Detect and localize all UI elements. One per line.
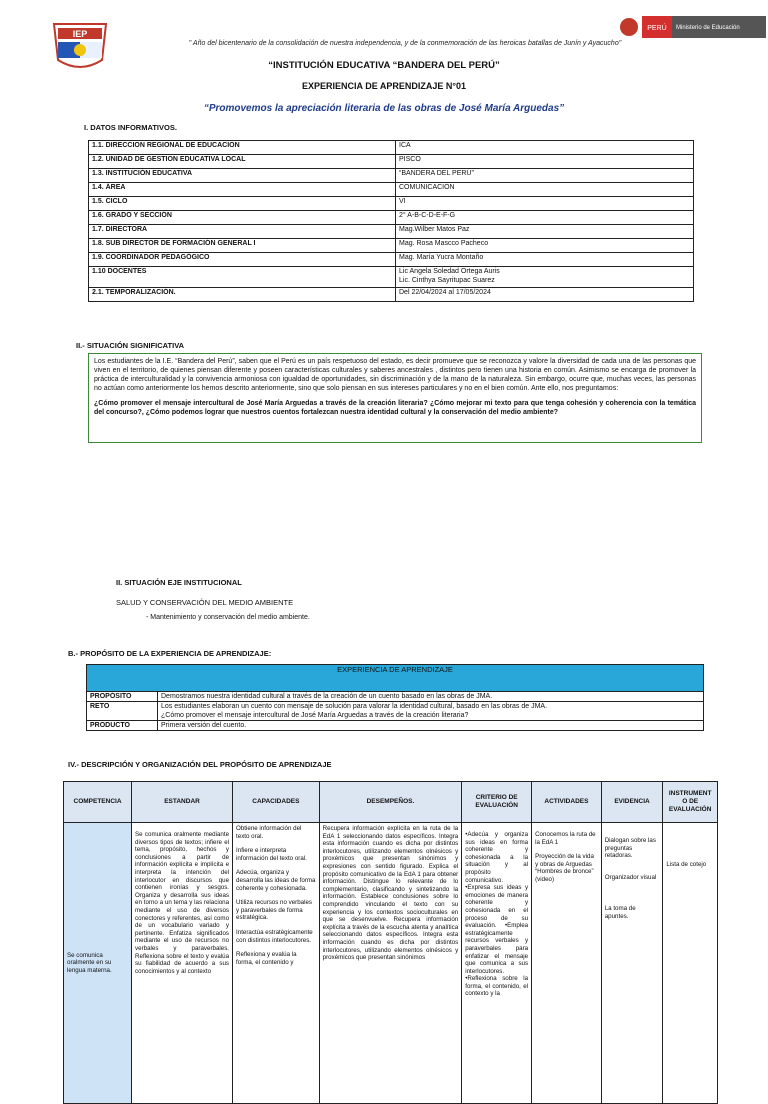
datos-value: Mag.Wilber Matos Paz [396,225,694,239]
datos-row [89,141,694,155]
desempenos-cell: Recupera información explícita en la ruta de la EdA 1 seleccionando datos específicos. Integra esta información cuando es dicha por distintos interlocutores, utilizando elementos olnésicos y proxémicos que presentan sinónimos y expresiones con sentido figurado. Explica el propósito comunicativo de la EdA 1 para obtener información. Distingue lo relevante de lo complementario, clasificando y sintetizando la información. Establece conclusiones sobre lo comprendido vinculando el texto con su experiencia y los contextos socioculturales en que se desenvuelve. Recupera información explícita a través de la escucha atenta y analítica seleccionando datos específicos. Integra esta información cuando es dicha por distintos interlocutores, utilizando elementos olnésicos y proxémicos que presentan sinónimos [319,823,462,1104]
estandar-cell: Se comunica oralmente mediante diversos tipos de textos; infiere el tema, propósito, hechos y conclusiones a partir de información explícita e implícita e interpreta la intención del interlocutor en discursos que contienen ironías y sesgos. Organiza y desarrolla sus ideas en torno a un tema y las relaciona mediante el uso de diversos conectores y referentes, así como de un vocabulario variado y pertinente. Enfatiza significados mediante el uso de recursos no verbales y paraverbales. Reflexiona sobre el texto y evalúa su fiabilidad de acuerdo a sus conocimientos y al contexto [132,823,233,1104]
datos-key: 1.4. ÁREA [89,183,396,197]
datos-row [89,183,694,197]
datos-value: Del 22/04/2024 al 17/05/2024 [396,288,694,302]
year-motto: " Año del bicentenario de la consolidación de nuestra independencia, y de la conmemoración de las heroicas batallas de Junín y Ayacucho" [188,40,622,47]
situacion-question: ¿Cómo promover el mensaje intercultural de José María Arguedas a través de la creación literaria? ¿Cómo mejorar mi texto para que tenga cohesión y coherencia con la temática del concurso?, ¿Cómo podemos lograr que nuestros cuentos fortalezcan nuestra identidad cultural y la conservación del medio ambiente? [94,400,696,416]
capacidad-item: Obtiene información del texto oral. [236,825,302,840]
datos-value: VI [396,197,694,211]
datos-value-line: Lic. Cinthya Sayritupac Suarez [399,277,495,284]
datos-key: 1.5. CICLO [89,197,396,211]
evidencia-cell [601,823,663,1104]
experience-title: EXPERIENCIA DE APRENDIZAJE N°01 [302,81,466,91]
reto-key: RETO [87,702,158,721]
datos-value: PISCO [396,155,694,169]
datos-value: 2° A-B-C-D-E-F-G [396,211,694,225]
reto-line1: Los estudiantes elaboran un cuento con mensaje de solución para valorar la identidad cultural, basado en las obras de JMA. [161,703,548,710]
datos-key: 1.3. INSTITUCIÓN EDUCATIVA [89,169,396,183]
datos-key: 1.8. SUB DIRECTOR DE FORMACIÓN GENERAL I [89,239,396,253]
capacidad-item: Infiere e interpreta información del texto oral. [236,847,307,862]
col-desempenos: DESEMPEÑOS. [319,782,462,823]
datos-value: Mag. Rosa Mascco Pacheco [396,239,694,253]
datos-key: 1.1. DIRECCION REGIONAL DE EDUCACION [89,141,396,155]
datos-key: 1.7. DIRECTORA [89,225,396,239]
datos-key: 1.10 DOCENTES [89,267,396,288]
datos-value: Mag. María Yucra Montaño [396,253,694,267]
datos-key: 1.2. UNIDAD DE GESTION EDUCATIVA LOCAL [89,155,396,169]
ministry-logo [618,14,766,40]
datos-key: 2.1. TEMPORALIZACIÓN. [89,288,396,302]
evidencia-item: Organizador visual [604,873,657,881]
col-competencia: COMPETENCIA [64,782,132,823]
datos-row [89,239,694,253]
actividades-cell [532,823,602,1104]
datos-row [89,197,694,211]
capacidades-cell [233,823,320,1104]
proposito-key: PROPÓSITO [87,692,158,702]
eje-item: - Mantenimiento y conservación del medio ambiente. [146,614,310,621]
datos-row [89,253,694,267]
datos-heading: I. DATOS INFORMATIVOS. [84,123,177,132]
actividad-item: Conocemos la ruta de la EdA 1 [535,831,596,846]
datos-value [396,267,694,288]
producto-value: Primera versión del cuento. [158,721,704,731]
datos-row [89,267,694,288]
eje-subtitle: SALUD Y CONSERVACIÓN DEL MEDIO AMBIENTE [116,598,294,607]
evidencia-item: La toma de apuntes. [604,905,636,920]
datos-row [89,169,694,183]
datos-table [88,140,694,302]
capacidad-item: Interactúa estratégicamente con distintos interlocutores. [236,928,313,944]
datos-row [89,288,694,302]
document-title: “Promovemos la apreciación literaria de las obras de José María Arguedas” [203,103,565,114]
capacidad-item: Reflexiona y evalúa la forma, el contenido y [236,951,297,966]
proposito-value: Demostramos nuestra identidad cultural a través de la creación de un cuento basado en las obras de JMA. [158,692,704,702]
datos-value: ICA [396,141,694,155]
ministry-name: Ministerio de Educación [676,25,740,31]
situacion-box [88,353,702,443]
producto-key: PRODUCTO [87,721,158,731]
instrumento-cell: Lista de cotejo [663,823,718,1104]
proposito-table [86,664,704,731]
capacidad-item: Utiliza recursos no verbales y paraverbales de forma estratégica. [236,899,313,922]
proposito-banner: EXPERIENCIA DE APRENDIZAJE [87,665,704,692]
actividad-item: Proyección de la vida y obras de Arguedas “Hombres de bronce” (video) [535,853,594,883]
competencia-cell: Se comunica oralmente en su lengua materna. [64,823,132,1104]
reto-value [158,702,704,721]
evidencia-item: Dialogan sobre las preguntas retadoras. [604,837,656,860]
capacidad-item: Adecúa, organiza y desarrolla las ideas de forma coherente y cohesionada. [236,869,316,892]
institution-title: “INSTITUCIÓN EDUCATIVA “BANDERA DEL PERÚ” [268,60,500,71]
datos-key: 1.6. GRADO Y SECCIÓN [89,211,396,225]
datos-value-line: Lic Angela Soledad Ortega Auris [399,268,500,275]
col-criterio: CRITERIO DE EVALUACIÓN [462,782,532,823]
datos-value: “BANDERA DEL PERÚ” [396,169,694,183]
datos-key: 1.9. COORDINADOR PEDAGÓGICO [89,253,396,267]
datos-row [89,225,694,239]
situacion-heading: II.- SITUACIÓN SIGNIFICATIVA [76,341,185,350]
ministry-country: PERÚ [647,25,667,32]
reto-line2: ¿Cómo promover el mensaje intercultural de José María Arguedas a través de la creación literaria? [161,712,469,719]
logo-text: IEP [72,29,88,39]
eje-heading: II. SITUACIÓN EJE INSTITUCIONAL [116,578,242,587]
competencias-table [63,781,718,1104]
proposito-heading: B.- PROPÓSITO DE LA EXPERIENCIA DE APRENDIZAJE: [68,649,272,658]
col-evidencia: EVIDENCIA [601,782,663,823]
datos-row [89,155,694,169]
datos-row [89,211,694,225]
situacion-paragraph: Los estudiantes de la I.E. “Bandera del Perú”, saben que el Perú es un país respetuoso del estado, es decir promueve que se reconozca y valore la diversidad de cada una de las personas que viven en el territorio, de quienes piensan diferente y poseen características culturales y saberes ancestrales , distintos pero tienen una historia en común. Asimismo se encarga de promover la práctica de interculturalidad y la convivencia armoniosa con igualdad de oportunidades, sin discriminación y de la mano de la naturaleza. Sin embargo, ocurre que, muchas veces, las personas no actúan como anteriormente los hemos descrito anteriormente, sino que solo piensan en sus intereses particulares y no en el bien común. Ante ello, nos preguntamos: [94,358,696,392]
col-estandar: ESTANDAR [132,782,233,823]
col-instrumento: INSTRUMENT O DE EVALUACIÓN [663,782,718,823]
table-row [64,823,718,1104]
col-actividades: ACTIVIDADES [532,782,602,823]
datos-value: COMUNICACIÓN [396,183,694,197]
descripcion-heading: IV.- DESCRIPCIÓN Y ORGANIZACIÓN DEL PROPÓSITO DE APRENDIZAJE [68,760,332,769]
col-capacidades: CAPACIDADES [233,782,320,823]
criterio-cell: •Adecúa y organiza sus ideas en forma coherente y cohesionada a la situación y al propósito comunicativo. •Expresa sus ideas y emociones de manera coherente y cohesionada en el proceso de su evaluación. •Emplea estratégicamente recursos verbales y paraverbales para enfatizar el mensaje que comunica a sus interlocutores. •Reflexiona sobre la forma, el contenido, el contexto y la [462,823,532,1104]
